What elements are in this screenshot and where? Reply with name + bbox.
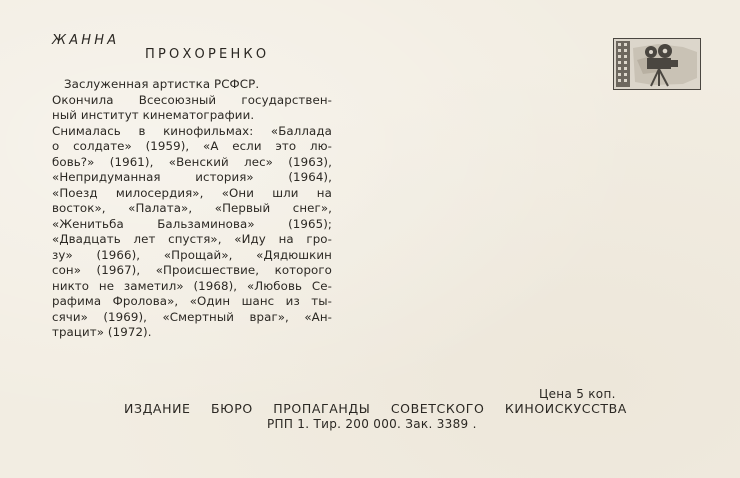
bio-line: [52, 263, 332, 279]
bio-line: [52, 201, 332, 217]
bio-word: на: [316, 185, 332, 200]
bio-word: «Женитьба: [52, 216, 124, 231]
bio-word: (1959),: [145, 139, 190, 153]
bio-word: которого: [274, 263, 332, 277]
bio-line: [52, 139, 332, 155]
publisher-word: БЮРО: [210, 401, 253, 416]
bio-word: Се-: [311, 278, 332, 293]
bio-word: сячи»: [52, 309, 88, 324]
bio-word: Фролова»,: [112, 294, 179, 308]
bio-word: шли: [272, 185, 299, 200]
bio-word: Снималась: [52, 123, 121, 138]
bio-word: лес»: [244, 154, 273, 169]
bio-word: «Баллада: [270, 123, 332, 138]
bio-word: «Ан-: [304, 309, 332, 324]
bio-word: «Прощай»,: [163, 247, 233, 262]
bio-word: (1963),: [288, 154, 332, 169]
bio-word: лю-: [309, 139, 332, 153]
bio-word: (1965);: [288, 216, 332, 231]
bio-word: гро-: [306, 232, 332, 246]
bio-word: снег»,: [292, 201, 332, 215]
bio-word: это: [275, 139, 297, 153]
bio-word: о: [52, 139, 60, 153]
bio-line: Заслуженная артистка РСФСР.: [64, 77, 260, 91]
bio-line: [52, 93, 332, 109]
bio-word: «Они: [221, 185, 255, 200]
bio-word: милосердия»,: [115, 185, 204, 200]
bio-word: не: [98, 278, 115, 293]
bio-line: [52, 155, 332, 171]
bio-word: Окончила: [52, 92, 114, 107]
bio-word: сон»: [52, 263, 82, 277]
bio-word: «Любовь: [246, 278, 303, 293]
actor-first-name: ЖАННА: [52, 33, 120, 48]
bio-word: бовь?»: [52, 154, 95, 169]
bio-word: «Дядюшкин: [256, 247, 332, 262]
bio-word: «Двадцать: [52, 232, 121, 246]
bio-word: если: [232, 139, 262, 153]
bio-word: лет: [133, 232, 156, 246]
bio-line: [52, 232, 332, 248]
bio-word: (1964),: [288, 170, 332, 184]
bio-word: «А: [203, 139, 219, 153]
bio-word: (1969),: [103, 309, 148, 324]
bio-word: заметил»: [123, 278, 184, 293]
bio-word: государствен-: [241, 92, 332, 107]
publisher-word: ИЗДАНИЕ: [124, 401, 191, 416]
bio-word: Всесоюзный: [138, 92, 217, 107]
bio-word: «Палата»,: [128, 201, 193, 215]
bio-word: кинофильмах:: [163, 123, 254, 138]
bio-line: [52, 186, 332, 202]
print-run-info: РПП 1. Тир. 200 000. Зак. 3389 .: [267, 417, 477, 431]
bio-word: Бальзаминова»: [157, 216, 255, 231]
bio-line: [52, 248, 332, 264]
bio-line: [52, 310, 332, 326]
bio-word: ты-: [311, 294, 332, 308]
bio-word: из: [285, 294, 300, 308]
bio-line: [52, 217, 332, 233]
film-camera-logo-icon: [613, 38, 701, 90]
bio-word: рафима: [52, 294, 102, 308]
bio-word: шанс: [241, 294, 275, 308]
bio-word: спустя»,: [168, 232, 222, 246]
bio-line: [52, 170, 332, 186]
bio-word: солдате»: [73, 139, 132, 153]
bio-word: «Смертный: [162, 309, 235, 324]
bio-word: никто: [52, 278, 90, 293]
price-label: Цена 5 коп.: [539, 387, 616, 401]
bio-word: «Венский: [168, 154, 229, 169]
bio-word: «Один: [189, 294, 231, 308]
actor-last-name: ПРОХОРЕНКО: [145, 47, 270, 62]
bio-line: трацит» (1972).: [52, 325, 152, 339]
bio-word: «Первый: [214, 201, 271, 215]
publisher-word: ПРОПАГАНДЫ: [273, 401, 371, 416]
bio-line: ный институт кинематографии.: [52, 108, 255, 122]
bio-word: зу»: [52, 247, 73, 262]
bio-word: восток»,: [52, 201, 106, 215]
bio-line: [52, 294, 332, 310]
bio-word: (1968),: [193, 278, 238, 293]
bio-word: на: [278, 232, 294, 246]
publisher-line: [124, 401, 627, 416]
publisher-word: КИНОИСКУССТВА: [504, 401, 627, 416]
bio-line: [52, 124, 332, 140]
bio-word: «Поезд: [52, 185, 98, 200]
biography-text: [52, 77, 332, 341]
bio-word: (1961),: [109, 154, 154, 169]
bio-word: (1966),: [96, 247, 141, 262]
publisher-word: СОВЕТСКОГО: [390, 401, 485, 416]
bio-word: «Иду: [234, 232, 266, 246]
bio-line: [52, 279, 332, 295]
bio-word: «Непридуманная: [52, 170, 161, 184]
bio-word: «Происшествие,: [155, 263, 260, 277]
bio-word: история»: [195, 170, 254, 184]
bio-word: (1967),: [96, 263, 141, 277]
bio-word: в: [138, 123, 146, 138]
bio-word: враг»,: [249, 309, 289, 324]
